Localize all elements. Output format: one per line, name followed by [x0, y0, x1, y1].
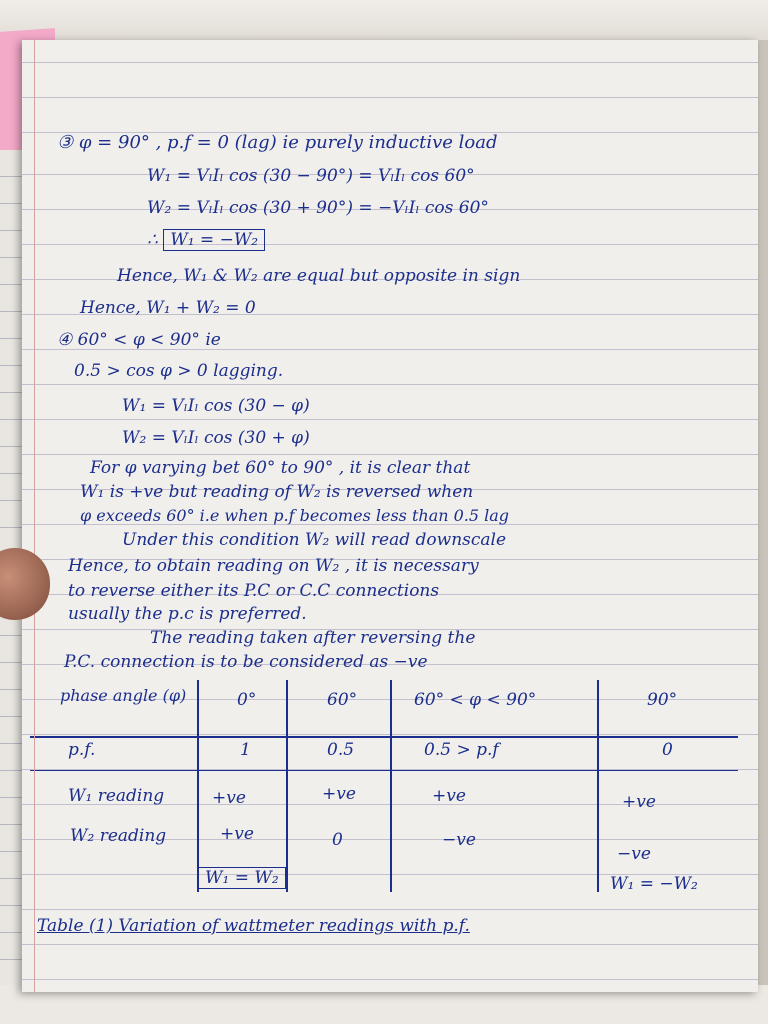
para-line-8: The reading taken after reversing the	[150, 628, 476, 648]
notebook-page	[22, 40, 758, 992]
table-row-pf-col4: 0	[662, 740, 673, 760]
table-divider-1	[30, 736, 738, 738]
para-line-6: to reverse either its P.C or C.C connections	[68, 581, 440, 601]
table-header-col2: 60°	[327, 690, 358, 710]
table-row-w2-col3: −ve	[442, 830, 476, 850]
para-line-9: P.C. connection is to be considered as −ve	[64, 652, 428, 672]
table-header-col3: 60° < φ < 90°	[414, 690, 537, 710]
table-row-w1-col4: +ve	[622, 792, 656, 812]
section3-hence1: Hence, W₁ & W₂ are equal but opposite in sign	[117, 266, 521, 286]
section4-eq1: W₁ = VₗIₗ cos (30 − φ)	[122, 396, 310, 416]
table-col-line-3	[390, 680, 392, 892]
table-note-col4: W₁ = −W₂	[610, 874, 698, 894]
section3-eq2: W₂ = VₗIₗ cos (30 + 90°) = −VₗIₗ cos 60°	[147, 198, 489, 218]
section4-heading: ④ 60° < φ < 90° ie	[57, 330, 221, 350]
boxed-w1-equals-w2: W₁ = W₂	[198, 867, 286, 889]
table-row-pf-col2: 0.5	[327, 740, 355, 760]
para-line-7: usually the p.c is preferred.	[68, 604, 307, 624]
section3-heading: ③ φ = 90° , p.f = 0 (lag) ie purely inductive load	[57, 132, 498, 153]
section4-eq2: W₂ = VₗIₗ cos (30 + φ)	[122, 428, 310, 448]
para-line-1: For φ varying bet 60° to 90° , it is clear that	[90, 458, 471, 478]
table-col-line-1	[197, 680, 199, 892]
table-col-line-2	[286, 680, 288, 892]
para-line-3: φ exceeds 60° i.e when p.f becomes less than 0.5 lag	[80, 506, 510, 525]
para-line-4: Under this condition W₂ will read downscale	[122, 530, 507, 550]
table-header-col1: 0°	[237, 690, 257, 710]
table-row-w1-col2: +ve	[322, 784, 356, 804]
table-note-col1	[198, 870, 286, 887]
section3-eq1: W₁ = VₗIₗ cos (30 − 90°) = VₗIₗ cos 60°	[147, 166, 475, 186]
table-row-w1-label: W₁ reading	[68, 786, 165, 806]
boxed-result: W₁ = −W₂	[163, 229, 265, 251]
table-row-w2-col1: +ve	[220, 824, 254, 844]
table-row-pf-col1: 1	[240, 740, 251, 760]
therefore-symbol: ∴	[147, 230, 158, 250]
section3-hence2: Hence, W₁ + W₂ = 0	[80, 298, 256, 318]
section4-condition: 0.5 > cos φ > 0 lagging.	[74, 361, 284, 381]
table-row-pf-col3: 0.5 > p.f	[424, 740, 499, 760]
table-row-w1-col3: +ve	[432, 786, 466, 806]
para-line-2: W₁ is +ve but reading of W₂ is reversed when	[80, 482, 474, 502]
table-divider-2	[30, 770, 738, 771]
table-header-col4: 90°	[647, 690, 678, 710]
section3-eq3	[147, 232, 265, 249]
table-row-pf-label: p.f.	[68, 740, 96, 760]
table-row-w2-label: W₂ reading	[70, 826, 167, 846]
backdrop	[0, 0, 768, 40]
table-row-w1-col1: +ve	[212, 788, 246, 808]
para-line-5: Hence, to obtain reading on W₂ , it is necessary	[68, 556, 479, 576]
table-row-w2-col4: −ve	[617, 844, 651, 864]
table-header-label: phase angle (φ)	[60, 686, 187, 705]
table-row-w2-col2: 0	[332, 830, 343, 850]
table-caption: Table (1) Variation of wattmeter readings with p.f.	[37, 916, 470, 936]
table-col-line-4	[597, 680, 599, 892]
